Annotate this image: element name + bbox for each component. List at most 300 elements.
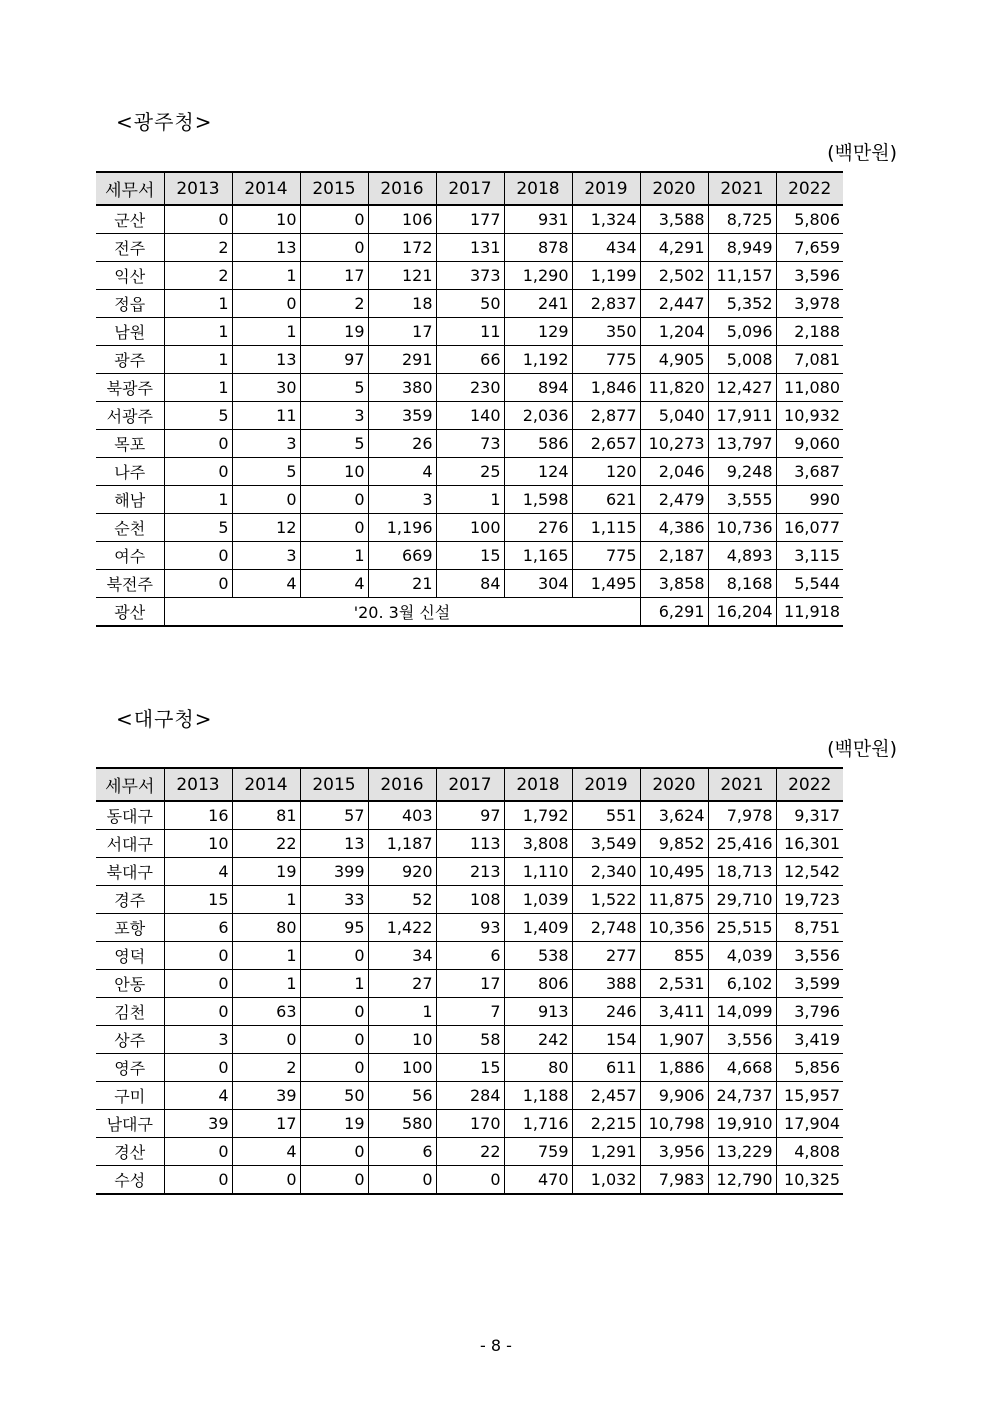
- value-cell: 434: [572, 234, 640, 262]
- value-cell: 9,906: [640, 1082, 708, 1110]
- value-cell: 16,077: [776, 514, 843, 542]
- value-cell: 19: [300, 1110, 368, 1138]
- value-cell: 16: [164, 801, 232, 830]
- value-cell: 3,555: [708, 486, 776, 514]
- table-row: [96, 1026, 843, 1054]
- value-cell: 80: [504, 1054, 572, 1082]
- table-row: [96, 1138, 843, 1166]
- value-cell: 1: [368, 998, 436, 1026]
- value-cell: 0: [300, 998, 368, 1026]
- value-cell: 5: [164, 402, 232, 430]
- office-name-cell: 영덕: [96, 942, 164, 970]
- gwangju-table: [96, 171, 843, 627]
- value-cell: 5,806: [776, 205, 843, 234]
- value-cell: 24,737: [708, 1082, 776, 1110]
- header-year: 2016: [368, 768, 436, 801]
- value-cell: 4,291: [640, 234, 708, 262]
- value-cell: 1,792: [504, 801, 572, 830]
- value-cell: 8,725: [708, 205, 776, 234]
- value-cell: 276: [504, 514, 572, 542]
- value-cell: 0: [164, 942, 232, 970]
- office-name-cell: 수성: [96, 1166, 164, 1195]
- value-cell: 0: [300, 1054, 368, 1082]
- value-cell: 11,157: [708, 262, 776, 290]
- value-cell: 2,657: [572, 430, 640, 458]
- value-cell: 3,596: [776, 262, 843, 290]
- value-cell: 621: [572, 486, 640, 514]
- value-cell: 3,588: [640, 205, 708, 234]
- value-cell: 1: [232, 262, 300, 290]
- value-cell: 1: [164, 346, 232, 374]
- value-cell: 18: [368, 290, 436, 318]
- value-cell: 1,495: [572, 570, 640, 598]
- value-cell: 95: [300, 914, 368, 942]
- value-cell: 120: [572, 458, 640, 486]
- value-cell: 34: [368, 942, 436, 970]
- header-year: 2013: [164, 172, 232, 205]
- value-cell: 4,039: [708, 942, 776, 970]
- table-row: [96, 205, 843, 234]
- value-cell: 1,115: [572, 514, 640, 542]
- value-cell: 2,479: [640, 486, 708, 514]
- value-cell: 12,542: [776, 858, 843, 886]
- value-cell: 17,911: [708, 402, 776, 430]
- office-name-cell: 전주: [96, 234, 164, 262]
- value-cell: 1,039: [504, 886, 572, 914]
- value-cell: 246: [572, 998, 640, 1026]
- value-cell: 0: [164, 205, 232, 234]
- value-cell: 373: [436, 262, 504, 290]
- table-row: [96, 801, 843, 830]
- header-year: 2019: [572, 768, 640, 801]
- table-row: [96, 886, 843, 914]
- value-cell: 538: [504, 942, 572, 970]
- value-cell: 759: [504, 1138, 572, 1166]
- header-year: 2017: [436, 172, 504, 205]
- value-cell: 2,457: [572, 1082, 640, 1110]
- table-row: [96, 970, 843, 998]
- value-cell: 1: [232, 318, 300, 346]
- value-cell: 10: [368, 1026, 436, 1054]
- value-cell: 154: [572, 1026, 640, 1054]
- value-cell: 6,291: [640, 598, 708, 627]
- value-cell: 12: [232, 514, 300, 542]
- value-cell: 2,502: [640, 262, 708, 290]
- value-cell: 16,204: [708, 598, 776, 627]
- value-cell: 4: [164, 1082, 232, 1110]
- value-cell: 3: [232, 542, 300, 570]
- value-cell: 1: [300, 970, 368, 998]
- value-cell: 13: [232, 346, 300, 374]
- value-cell: 2,877: [572, 402, 640, 430]
- table-row: [96, 486, 843, 514]
- table-row: [96, 542, 843, 570]
- value-cell: 7,659: [776, 234, 843, 262]
- header-year: 2020: [640, 172, 708, 205]
- value-cell: 551: [572, 801, 640, 830]
- value-cell: 0: [436, 1166, 504, 1195]
- value-cell: 775: [572, 346, 640, 374]
- office-name-cell: 광주: [96, 346, 164, 374]
- value-cell: 403: [368, 801, 436, 830]
- value-cell: 57: [300, 801, 368, 830]
- value-cell: 1,196: [368, 514, 436, 542]
- value-cell: 124: [504, 458, 572, 486]
- value-cell: 9,060: [776, 430, 843, 458]
- value-cell: 5,544: [776, 570, 843, 598]
- header-office: 세무서: [96, 172, 164, 205]
- value-cell: 63: [232, 998, 300, 1026]
- value-cell: 19: [300, 318, 368, 346]
- value-cell: 4: [164, 858, 232, 886]
- table-row: [96, 290, 843, 318]
- office-name-cell: 순천: [96, 514, 164, 542]
- office-name-cell: 남대구: [96, 1110, 164, 1138]
- value-cell: 13: [232, 234, 300, 262]
- value-cell: 2,036: [504, 402, 572, 430]
- value-cell: 100: [368, 1054, 436, 1082]
- value-cell: 15,957: [776, 1082, 843, 1110]
- value-cell: 12,790: [708, 1166, 776, 1195]
- value-cell: 855: [640, 942, 708, 970]
- value-cell: 10,356: [640, 914, 708, 942]
- value-cell: 3,556: [708, 1026, 776, 1054]
- value-cell: 277: [572, 942, 640, 970]
- value-cell: 5: [232, 458, 300, 486]
- value-cell: 177: [436, 205, 504, 234]
- value-cell: 2,837: [572, 290, 640, 318]
- value-cell: 0: [164, 430, 232, 458]
- value-cell: 0: [300, 1138, 368, 1166]
- value-cell: 586: [504, 430, 572, 458]
- value-cell: 6: [164, 914, 232, 942]
- value-cell: 16,301: [776, 830, 843, 858]
- value-cell: 1: [164, 318, 232, 346]
- office-name-cell: 북대구: [96, 858, 164, 886]
- value-cell: 80: [232, 914, 300, 942]
- value-cell: 0: [368, 1166, 436, 1195]
- value-cell: 21: [368, 570, 436, 598]
- office-name-cell: 경주: [96, 886, 164, 914]
- header-year: 2016: [368, 172, 436, 205]
- value-cell: 470: [504, 1166, 572, 1195]
- table-row: [96, 514, 843, 542]
- table-row: [96, 598, 843, 627]
- value-cell: 5,856: [776, 1054, 843, 1082]
- value-cell: 3,978: [776, 290, 843, 318]
- value-cell: 2,340: [572, 858, 640, 886]
- value-cell: 19,723: [776, 886, 843, 914]
- value-cell: 3,411: [640, 998, 708, 1026]
- value-cell: 0: [300, 205, 368, 234]
- value-cell: 1,846: [572, 374, 640, 402]
- value-cell: 230: [436, 374, 504, 402]
- value-cell: 15: [436, 1054, 504, 1082]
- value-cell: 1,886: [640, 1054, 708, 1082]
- value-cell: 129: [504, 318, 572, 346]
- value-cell: 1,032: [572, 1166, 640, 1195]
- value-cell: 2,531: [640, 970, 708, 998]
- value-cell: 22: [232, 830, 300, 858]
- value-cell: 108: [436, 886, 504, 914]
- value-cell: 2: [300, 290, 368, 318]
- value-cell: 97: [436, 801, 504, 830]
- header-year: 2018: [504, 172, 572, 205]
- value-cell: 3,599: [776, 970, 843, 998]
- value-cell: 58: [436, 1026, 504, 1054]
- header-year: 2014: [232, 172, 300, 205]
- value-cell: 1: [232, 886, 300, 914]
- value-cell: 7,983: [640, 1166, 708, 1195]
- value-cell: 931: [504, 205, 572, 234]
- value-cell: 5: [300, 430, 368, 458]
- established-note-cell: '20. 3월 신설: [164, 598, 640, 627]
- office-name-cell: 영주: [96, 1054, 164, 1082]
- value-cell: 5,008: [708, 346, 776, 374]
- value-cell: 10: [232, 205, 300, 234]
- daegu-table: [96, 767, 843, 1195]
- value-cell: 15: [164, 886, 232, 914]
- value-cell: 1,324: [572, 205, 640, 234]
- value-cell: 0: [164, 570, 232, 598]
- value-cell: 0: [164, 1166, 232, 1195]
- value-cell: 3: [368, 486, 436, 514]
- value-cell: 3,808: [504, 830, 572, 858]
- value-cell: 1,409: [504, 914, 572, 942]
- value-cell: 18,713: [708, 858, 776, 886]
- value-cell: 9,317: [776, 801, 843, 830]
- header-year: 2021: [708, 172, 776, 205]
- value-cell: 17: [368, 318, 436, 346]
- value-cell: 1: [300, 542, 368, 570]
- value-cell: 806: [504, 970, 572, 998]
- office-name-cell: 여수: [96, 542, 164, 570]
- value-cell: 669: [368, 542, 436, 570]
- gwangju-section-title: <광주청>: [116, 110, 213, 134]
- value-cell: 27: [368, 970, 436, 998]
- value-cell: 2,187: [640, 542, 708, 570]
- value-cell: 13,229: [708, 1138, 776, 1166]
- table-row: [96, 858, 843, 886]
- value-cell: 0: [164, 1138, 232, 1166]
- header-row: [96, 768, 843, 801]
- value-cell: 13: [300, 830, 368, 858]
- value-cell: 0: [232, 290, 300, 318]
- office-name-cell: 익산: [96, 262, 164, 290]
- value-cell: 8,751: [776, 914, 843, 942]
- value-cell: 241: [504, 290, 572, 318]
- value-cell: 242: [504, 1026, 572, 1054]
- header-year: 2017: [436, 768, 504, 801]
- table-row: [96, 1110, 843, 1138]
- value-cell: 4,808: [776, 1138, 843, 1166]
- office-name-cell: 포항: [96, 914, 164, 942]
- value-cell: 304: [504, 570, 572, 598]
- value-cell: 2: [232, 1054, 300, 1082]
- value-cell: 1,110: [504, 858, 572, 886]
- value-cell: 4: [368, 458, 436, 486]
- value-cell: 3,624: [640, 801, 708, 830]
- value-cell: 1,716: [504, 1110, 572, 1138]
- value-cell: 33: [300, 886, 368, 914]
- value-cell: 5,096: [708, 318, 776, 346]
- table-row: [96, 1082, 843, 1110]
- value-cell: 6,102: [708, 970, 776, 998]
- table-row: [96, 430, 843, 458]
- office-name-cell: 북전주: [96, 570, 164, 598]
- office-name-cell: 남원: [96, 318, 164, 346]
- value-cell: 29,710: [708, 886, 776, 914]
- value-cell: 0: [300, 486, 368, 514]
- value-cell: 9,248: [708, 458, 776, 486]
- value-cell: 399: [300, 858, 368, 886]
- header-year: 2015: [300, 768, 368, 801]
- value-cell: 25,416: [708, 830, 776, 858]
- office-name-cell: 정읍: [96, 290, 164, 318]
- value-cell: 84: [436, 570, 504, 598]
- value-cell: 3: [300, 402, 368, 430]
- value-cell: 25: [436, 458, 504, 486]
- value-cell: 22: [436, 1138, 504, 1166]
- value-cell: 0: [300, 514, 368, 542]
- office-name-cell: 해남: [96, 486, 164, 514]
- value-cell: 1: [232, 970, 300, 998]
- value-cell: 5,040: [640, 402, 708, 430]
- value-cell: 66: [436, 346, 504, 374]
- value-cell: 26: [368, 430, 436, 458]
- office-name-cell: 김천: [96, 998, 164, 1026]
- value-cell: 380: [368, 374, 436, 402]
- value-cell: 10: [300, 458, 368, 486]
- value-cell: 4,386: [640, 514, 708, 542]
- value-cell: 30: [232, 374, 300, 402]
- value-cell: 10,325: [776, 1166, 843, 1195]
- value-cell: 3,556: [776, 942, 843, 970]
- table-row: [96, 402, 843, 430]
- value-cell: 4,893: [708, 542, 776, 570]
- value-cell: 291: [368, 346, 436, 374]
- value-cell: 1,199: [572, 262, 640, 290]
- value-cell: 81: [232, 801, 300, 830]
- office-name-cell: 광산: [96, 598, 164, 627]
- value-cell: 213: [436, 858, 504, 886]
- value-cell: 170: [436, 1110, 504, 1138]
- table-row: [96, 998, 843, 1026]
- value-cell: 2,215: [572, 1110, 640, 1138]
- office-name-cell: 목포: [96, 430, 164, 458]
- value-cell: 39: [232, 1082, 300, 1110]
- value-cell: 2,046: [640, 458, 708, 486]
- value-cell: 0: [232, 1026, 300, 1054]
- value-cell: 0: [164, 970, 232, 998]
- value-cell: 3,858: [640, 570, 708, 598]
- value-cell: 2,748: [572, 914, 640, 942]
- value-cell: 1,187: [368, 830, 436, 858]
- value-cell: 5,352: [708, 290, 776, 318]
- value-cell: 12,427: [708, 374, 776, 402]
- value-cell: 3,956: [640, 1138, 708, 1166]
- value-cell: 0: [232, 486, 300, 514]
- value-cell: 6: [436, 942, 504, 970]
- value-cell: 580: [368, 1110, 436, 1138]
- value-cell: 131: [436, 234, 504, 262]
- value-cell: 388: [572, 970, 640, 998]
- value-cell: 1: [164, 486, 232, 514]
- value-cell: 2: [164, 262, 232, 290]
- value-cell: 10: [164, 830, 232, 858]
- value-cell: 0: [164, 458, 232, 486]
- header-year: 2018: [504, 768, 572, 801]
- value-cell: 19,910: [708, 1110, 776, 1138]
- value-cell: 11,875: [640, 886, 708, 914]
- table-row: [96, 374, 843, 402]
- table-row: [96, 1054, 843, 1082]
- value-cell: 8,949: [708, 234, 776, 262]
- value-cell: 11,820: [640, 374, 708, 402]
- table-row: [96, 570, 843, 598]
- value-cell: 4,668: [708, 1054, 776, 1082]
- value-cell: 50: [436, 290, 504, 318]
- value-cell: 3,115: [776, 542, 843, 570]
- value-cell: 1,188: [504, 1082, 572, 1110]
- value-cell: 3: [164, 1026, 232, 1054]
- value-cell: 1: [232, 942, 300, 970]
- value-cell: 4: [232, 1138, 300, 1166]
- value-cell: 100: [436, 514, 504, 542]
- value-cell: 990: [776, 486, 843, 514]
- value-cell: 1,291: [572, 1138, 640, 1166]
- table-row: [96, 234, 843, 262]
- value-cell: 17: [436, 970, 504, 998]
- value-cell: 2,188: [776, 318, 843, 346]
- value-cell: 15: [436, 542, 504, 570]
- value-cell: 11: [436, 318, 504, 346]
- value-cell: 93: [436, 914, 504, 942]
- table-row: [96, 1166, 843, 1195]
- value-cell: 14,099: [708, 998, 776, 1026]
- table-row: [96, 262, 843, 290]
- value-cell: 2,447: [640, 290, 708, 318]
- value-cell: 17: [300, 262, 368, 290]
- office-name-cell: 군산: [96, 205, 164, 234]
- value-cell: 350: [572, 318, 640, 346]
- value-cell: 2: [164, 234, 232, 262]
- value-cell: 11,080: [776, 374, 843, 402]
- table-row: [96, 830, 843, 858]
- office-name-cell: 경산: [96, 1138, 164, 1166]
- header-year: 2022: [776, 172, 843, 205]
- header-row: [96, 172, 843, 205]
- value-cell: 0: [300, 1026, 368, 1054]
- header-year: 2020: [640, 768, 708, 801]
- page-number: - 8 -: [480, 1336, 512, 1355]
- office-name-cell: 동대구: [96, 801, 164, 830]
- value-cell: 1: [164, 290, 232, 318]
- value-cell: 10,932: [776, 402, 843, 430]
- value-cell: 3,419: [776, 1026, 843, 1054]
- table-row: [96, 318, 843, 346]
- value-cell: 140: [436, 402, 504, 430]
- value-cell: 11: [232, 402, 300, 430]
- value-cell: 4,905: [640, 346, 708, 374]
- office-name-cell: 서광주: [96, 402, 164, 430]
- office-name-cell: 서대구: [96, 830, 164, 858]
- value-cell: 284: [436, 1082, 504, 1110]
- value-cell: 0: [300, 234, 368, 262]
- value-cell: 73: [436, 430, 504, 458]
- value-cell: 5: [164, 514, 232, 542]
- table-row: [96, 914, 843, 942]
